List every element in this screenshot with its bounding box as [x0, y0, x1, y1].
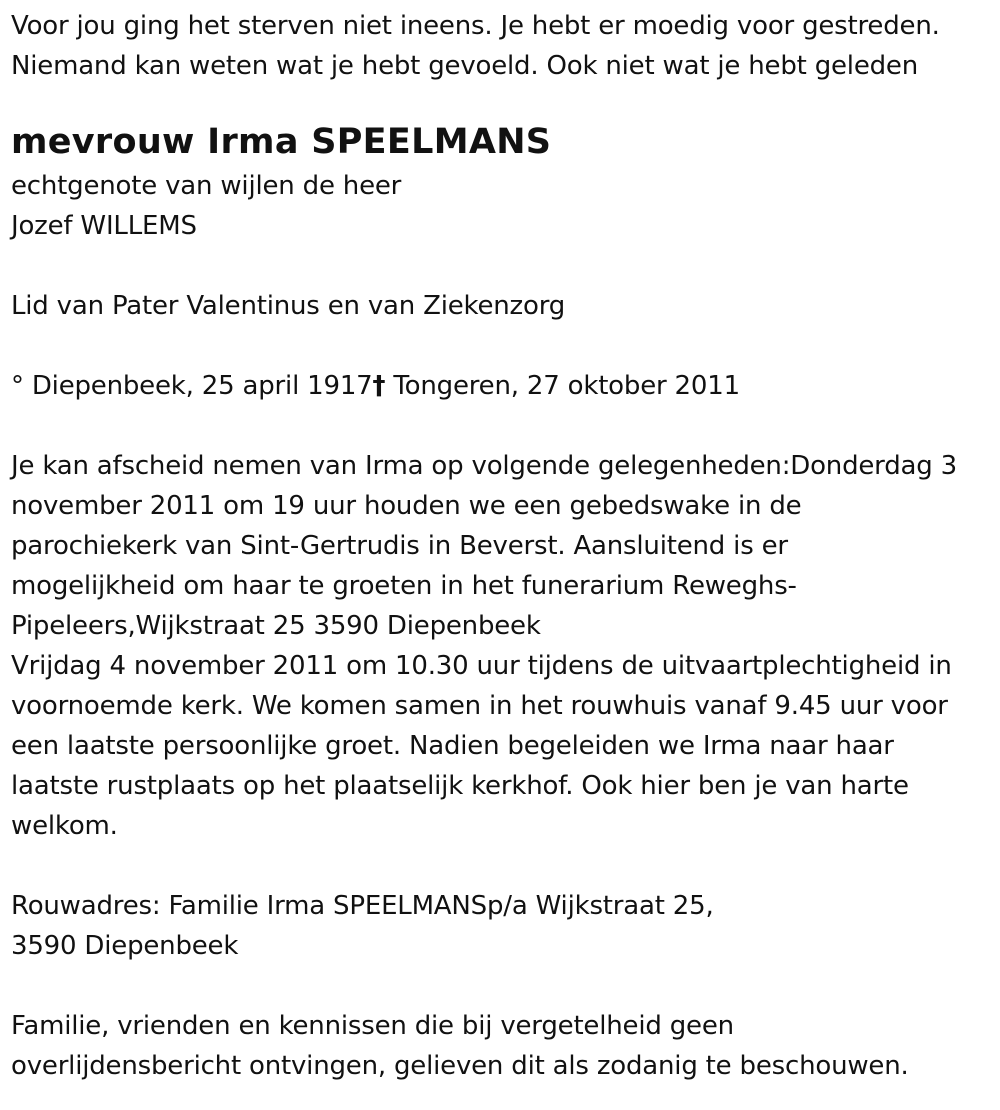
farewell-line: Pipeleers,Wijkstraat 25 3590 Diepenbeek: [11, 611, 541, 641]
farewell-line: voornoemde kerk. We komen samen in het rouwhuis vanaf 9.45 uur voor: [11, 691, 948, 721]
farewell-line: welkom.: [11, 811, 118, 841]
spacer: [11, 846, 996, 886]
spacer: [11, 966, 996, 1006]
farewell-line: parochiekerk van Sint-Gertrudis in Beverst. Aansluitend is er: [11, 531, 788, 561]
farewell-line: mogelijkheid om haar te groeten in het funerarium Reweghs-: [11, 571, 797, 601]
farewell-paragraph: [11, 446, 996, 846]
spouse-line: echtgenote van wijlen de heer: [11, 171, 402, 201]
spacer: [11, 246, 996, 286]
obituary-notice: [11, 6, 996, 1086]
birth-date: ° Diepenbeek, 25 april 1917: [11, 371, 373, 401]
spouse-name: Jozef WILLEMS: [11, 211, 197, 241]
death-date: Tongeren, 27 oktober 2011: [385, 371, 740, 401]
farewell-line: een laatste persoonlijke groet. Nadien begeleiden we Irma naar haar: [11, 731, 894, 761]
poem: [11, 6, 996, 86]
poem-line: Voor jou ging het sterven niet ineens. Je hebt er moedig voor gestreden.: [11, 11, 940, 41]
farewell-line: Je kan afscheid nemen van Irma op volgende gelegenheden:Donderdag 3: [11, 451, 957, 481]
birth-death-dates: [11, 366, 996, 406]
spouse-info: [11, 166, 996, 246]
mourning-address: [11, 886, 996, 966]
farewell-line: Vrijdag 4 november 2011 om 10.30 uur tijdens de uitvaartplechtigheid in: [11, 651, 952, 681]
poem-line: Niemand kan weten wat je hebt gevoeld. Ook niet wat je hebt geleden: [11, 51, 918, 81]
closing-note: [11, 1006, 996, 1086]
farewell-line: november 2011 om 19 uur houden we een gebedswake in de: [11, 491, 802, 521]
spacer: [11, 406, 996, 446]
farewell-line: laatste rustplaats op het plaatselijk kerkhof. Ook hier ben je van harte: [11, 771, 909, 801]
closing-line: overlijdensbericht ontvingen, gelieven dit als zodanig te beschouwen.: [11, 1051, 909, 1081]
address-line: 3590 Diepenbeek: [11, 931, 239, 961]
closing-line: Familie, vrienden en kennissen die bij vergetelheid geen: [11, 1011, 734, 1041]
cross-icon: †: [372, 371, 386, 401]
membership: Lid van Pater Valentinus en van Ziekenzorg: [11, 291, 566, 321]
deceased-name: mevrouw Irma SPEELMANS: [11, 122, 552, 162]
address-line: Rouwadres: Familie Irma SPEELMANSp/a Wijkstraat 25,: [11, 891, 714, 921]
spacer: [11, 326, 996, 366]
